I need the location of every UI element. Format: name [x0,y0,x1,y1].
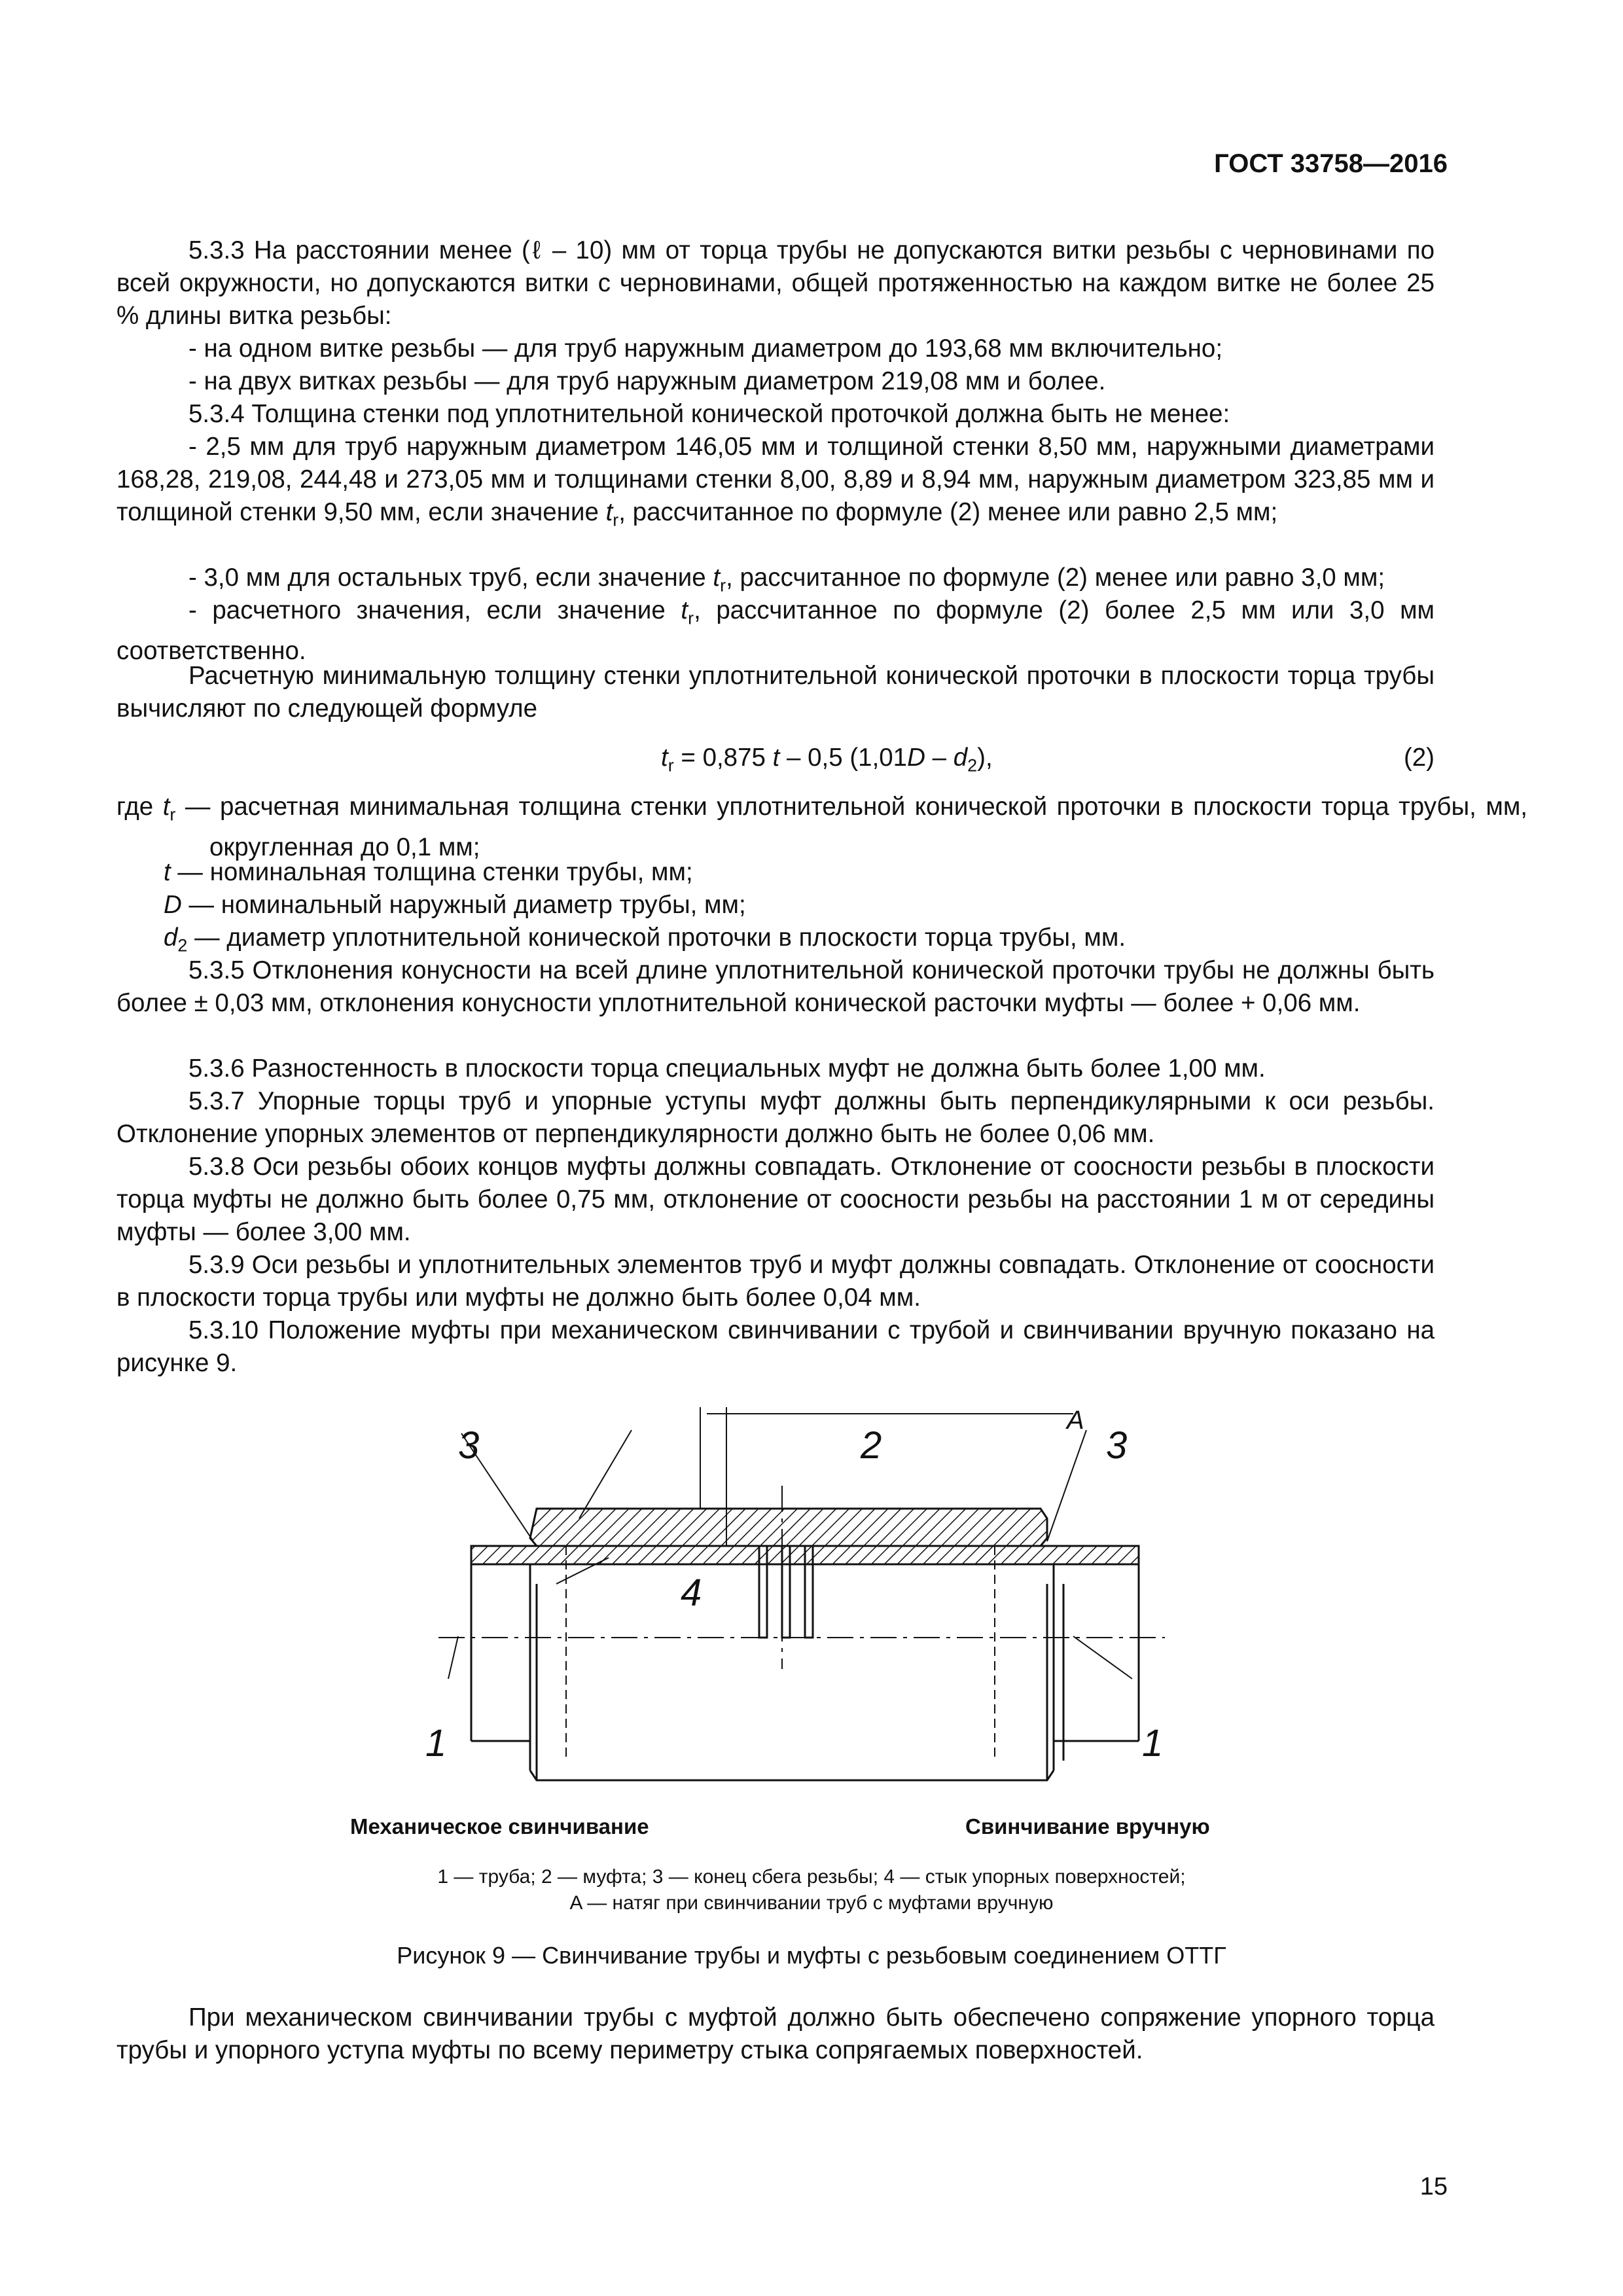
where-item-t [164,856,1435,889]
list-item [116,365,1435,398]
formula-intro [116,660,1435,725]
figure-title: Рисунок 9 — Свинчивание трубы и муфты с резьбовым соединением ОТТГ [397,1942,1226,1969]
symbol-d: d [953,744,968,772]
figure-9-drawing [419,1394,1165,1800]
formula-part: ), [977,744,993,772]
figure-label-4: 4 [681,1571,702,1614]
where-prefix: где [116,793,163,821]
list-item [116,431,1435,537]
paragraph-text: 5.3.8 Оси резьбы обоих концов муфты должны совпадать. Отклонение от соосности резьбы в плоскости торца муфты не должно быть более 0,75 мм, отклонение от соосности резьбы на расстоянии 1 м от середины муфты — более 3,00 мм. [116,1153,1435,1246]
where-text: — номинальный наружный диаметр трубы, мм; [181,891,746,919]
page-number: 15 [1419,2173,1448,2200]
formula-part: = 0,875 [673,744,773,772]
legend-line: 1 — труба; 2 — муфта; 3 — конец сбега резьбы; 4 — стык упорных поверхностей; [437,1866,1186,1888]
figure-label-3-right: 3 [1106,1424,1128,1467]
document-header: ГОСТ 33758—2016 [1214,149,1448,178]
symbol-t: t [164,858,171,886]
subscript-2: 2 [177,935,188,956]
list-item-text: - 2,5 мм для труб наружным диаметром 146,05 мм и толщиной стенки 8,50 мм, наружными диаметрами 168,28, 219,08, 244,48 и 273,05 мм и толщинами стенки 8,00, 8,89 и 8,94 мм, наружным диаметром 323,85 мм и толщиной стенки 9,50 мм, если значение [116,433,1435,526]
figure-legend [196,1864,1427,1916]
paragraph-5-3-7 [116,1085,1435,1151]
where-text: — расчетная минимальная толщина стенки уплотнительной конической проточки в плоскости торца трубы, мм, округленная до 0,1 мм; [175,793,1527,861]
symbol-t: t [772,744,780,772]
list-item [116,594,1435,668]
paragraph-5-3-9 [116,1249,1435,1314]
paragraph-text: 5.3.7 Упорные торцы труб и упорные уступы муфт должны быть перпендикулярными к оси резьбы. Отклонение упорных элементов от перпендикулярности должно быть не более 0,06 мм. [116,1087,1435,1148]
list-item-text: - на двух витках резьбы — для труб наружным диаметром 219,08 мм и более. [188,367,1106,395]
list-item-text: - на одном витке резьбы — для труб наружным диаметром до 193,68 мм включительно; [188,334,1223,363]
list-item-text: , рассчитанное по формуле (2) менее или равно 3,0 мм; [726,564,1385,592]
paragraph-text: 5.3.6 Разностенность в плоскости торца специальных муфт не должна быть более 1,00 мм. [188,1054,1266,1083]
figure-label-2: 2 [861,1424,882,1467]
left-caption: Механическое свинчивание [350,1814,649,1839]
paragraph-5-3-6 [116,1052,1435,1085]
symbol-t: t [605,498,613,526]
where-text: — диаметр уплотнительной конической проточки в плоскости торца трубы, мм. [187,924,1126,952]
figure-label-1-left: 1 [425,1722,447,1765]
subscript-r: r [668,755,674,776]
paragraph-5-3-3 [116,234,1435,332]
formula-number: (2) [1403,744,1435,772]
list-item-text: , рассчитанное по формуле (2) менее или равно 2,5 мм; [618,498,1278,526]
paragraph-5-3-10 [116,1314,1435,1380]
paragraph-text: 5.3.9 Оси резьбы и уплотнительных элементов труб и муфт должны совпадать. Отклонение от соосности в плоскости торца трубы или муфты не должно быть более 0,04 мм. [116,1251,1435,1312]
figure-label-1-right: 1 [1142,1722,1164,1765]
paragraph-text: 5.3.10 Положение муфты при механическом свинчивании с трубой и свинчивании вручную показано на рисунке 9. [116,1316,1435,1377]
formula-part: – 0,5 (1,01 [779,744,908,772]
symbol-t: t [681,596,688,624]
subscript-r: r [169,804,176,825]
subscript-r: r [613,510,619,530]
paragraph-5-3-5 [116,954,1435,1020]
paragraph-text: 5.3.5 Отклонения конусности на всей длине уплотнительной конической проточки трубы не должны быть более ± 0,03 мм, отклонения конусности уплотнительной конической расточки муфты — более + 0,06 мм. [116,956,1435,1017]
symbol-t: t [661,744,668,772]
where-item-D [164,889,1435,922]
paragraph-text: 5.3.3 На расстоянии менее (ℓ – 10) мм от торца трубы не допускаются витки резьбы с черновинами по всей окружности, но допускаются витки с черновинами, общей протяженностью на каждом витке не более 25 % длины витка резьбы: [116,236,1435,330]
list-item-text: - расчетного значения, если значение [188,596,681,624]
subscript-r: r [688,608,694,628]
symbol-d: d [164,924,178,952]
formula-part: – [925,744,954,772]
paragraph-5-3-8 [116,1151,1435,1249]
figure-label-A: A [1067,1406,1084,1435]
list-item [116,332,1435,365]
legend-line: A — натяг при свинчивании труб с муфтами вручную [569,1892,1054,1914]
symbol-D: D [164,891,182,919]
paragraph-5-3-4 [116,398,1435,431]
symbol-t: t [162,793,170,821]
where-text: — номинальная толщина стенки трубы, мм; [170,858,693,886]
subscript-r: r [720,575,726,596]
list-item-text: , рассчитанное по формуле (2) более 2,5 мм или 3,0 мм соответственно. [116,596,1435,665]
paragraph-text: 5.3.4 Толщина стенки под уплотнительной конической проточкой должна быть не менее: [188,400,1230,428]
subscript-2: 2 [967,755,978,776]
symbol-t: t [713,564,721,592]
symbol-D: D [907,744,925,772]
paragraph-text: Расчетную минимальную толщину стенки уплотнительной конической проточки в плоскости торца трубы вычисляют по следующей формуле [116,662,1435,723]
paragraph-final [116,2001,1435,2067]
right-caption: Свинчивание вручную [965,1814,1210,1839]
where-item-tr [116,791,1527,864]
figure-label-3-left: 3 [458,1424,480,1467]
list-item-text: - 3,0 мм для остальных труб, если значение [188,564,713,592]
paragraph-text: При механическом свинчивании трубы с муфтой должно быть обеспечено сопряжение упорного торца трубы и упорного уступа муфты по всему периметру стыка сопрягаемых поверхностей. [116,2003,1435,2064]
formula-2 [661,742,993,782]
